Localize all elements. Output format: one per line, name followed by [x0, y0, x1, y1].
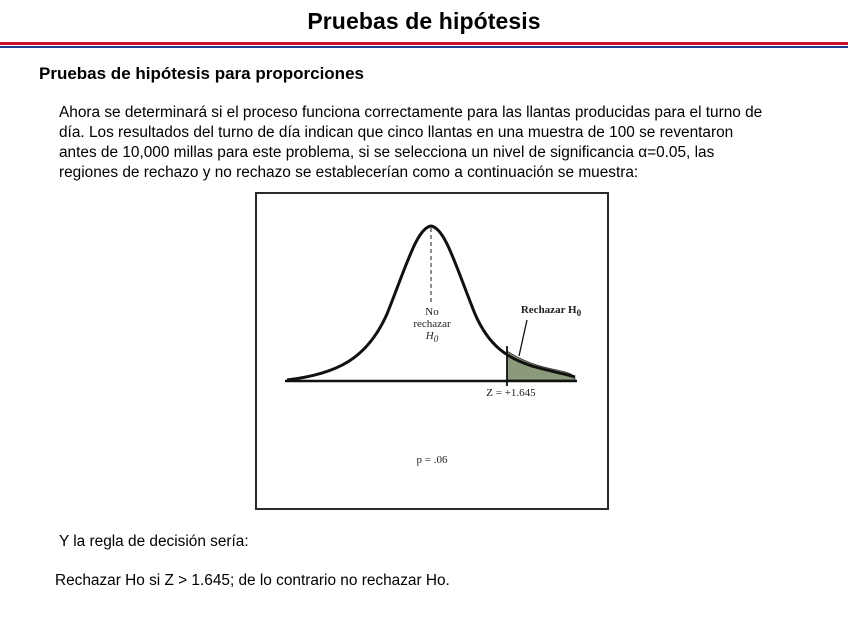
paragraph-line: día. Los resultados del turno de día indican que cinco llantas en una muestra de 100 se reventaron — [59, 124, 734, 141]
page-title: Pruebas de hipótesis — [307, 8, 541, 34]
no-reject-word-1: No — [425, 306, 439, 318]
section-subtitle: Pruebas de hipótesis para proporciones — [39, 64, 364, 83]
explanation-paragraph — [59, 103, 819, 183]
paragraph-line: Ahora se determinará si el proceso funciona correctamente para las llantas producidas para el turno de — [59, 104, 763, 121]
decision-rule: Rechazar Ho si Z > 1.645; de lo contrario no rechazar Ho. — [55, 572, 450, 589]
p-value-label: p = .06 — [416, 454, 448, 466]
reject-label — [511, 304, 591, 319]
reject-pointer — [519, 320, 527, 356]
normal-distribution-figure — [255, 192, 609, 510]
reject-label-text: Rechazar H — [520, 304, 577, 316]
paragraph-line: antes de 10,000 millas para este problema, si se selecciona un nivel de significancia α=0.05, las — [59, 144, 715, 161]
paragraph-line: regiones de rechazo y no rechazo se establecerían como a continuación se muestra: — [59, 164, 639, 181]
reject-label-sub: 0 — [576, 308, 582, 319]
decision-intro: Y la regla de decisión sería: — [59, 533, 249, 550]
z-critical-label: Z = +1.645 — [486, 387, 536, 399]
title-rule-red — [0, 42, 848, 45]
no-reject-h: H — [425, 330, 434, 342]
no-reject-word-2: rechazar — [413, 318, 451, 330]
no-reject-label — [407, 306, 457, 345]
no-reject-h-sub: 0 — [433, 334, 439, 345]
title-rule-blue — [0, 46, 848, 48]
